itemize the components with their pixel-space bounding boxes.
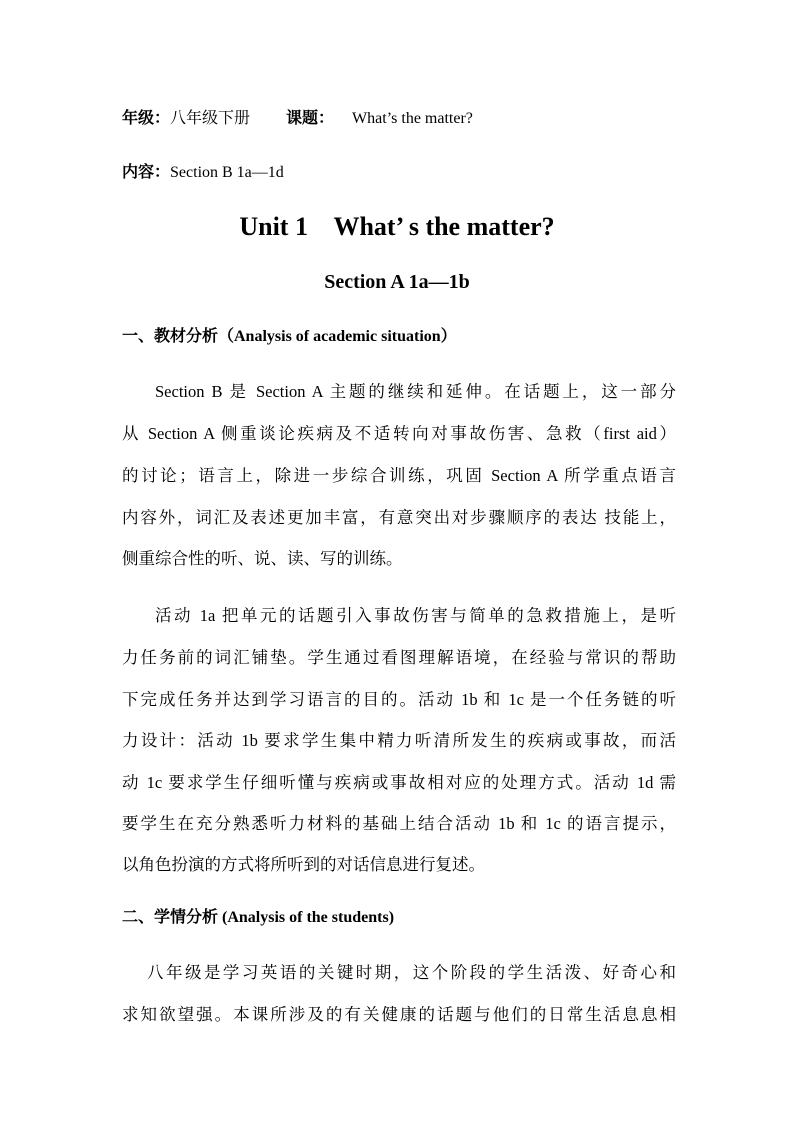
content-label: 内容： <box>122 164 171 181</box>
paragraph-line: 力任务前的词汇铺垫。学生通过看图理解语境，在经验与常识的帮助 <box>122 648 676 667</box>
content-value: Section B 1a—1d <box>170 164 284 181</box>
section-heading-students: 二、学情分析 (Analysis of the students) <box>122 909 395 926</box>
paragraph-line: 以角色扮演的方式将所听到的对话信息进行复述。 <box>122 855 485 874</box>
meta-row-grade-topic <box>122 109 473 129</box>
meta-row-content <box>122 163 284 183</box>
section-heading-academic: 一、教材分析（Analysis of academic situation） <box>122 328 457 345</box>
paragraph-line: Section B 是 Section A 主题的继续和延伸。在话题上，这一部分 <box>155 382 676 401</box>
unit-title: Unit 1 What’ s the matter? <box>239 212 555 241</box>
section-subtitle: Section A 1a—1b <box>324 271 470 293</box>
grade-value: 八年级下册 <box>170 110 251 127</box>
paragraph-line: 动 1c 要求学生仔细听懂与疾病或事故相对应的处理方式。活动 1d 需 <box>122 773 676 792</box>
paragraph-line: 从 Section A 侧重谈论疾病及不适转向对事故伤害、急救（first aid） <box>122 424 676 443</box>
paragraph-line: 的讨论；语言上，除进一步综合训练，巩固 Section A 所学重点语言 <box>122 466 676 485</box>
topic-label: 课题： <box>286 110 335 127</box>
paragraph-line: 活动 1a 把单元的话题引入事故伤害与简单的急救措施上，是听 <box>155 606 676 625</box>
paragraph-line: 力设计：活动 1b 要求学生集中精力听清所发生的疾病或事故，而活 <box>122 731 676 750</box>
paragraph-line: 求知欲望强。本课所涉及的有关健康的话题与他们的日常生活息息相 <box>122 1005 676 1024</box>
topic-value: What’s the matter? <box>352 110 473 127</box>
paragraph-line: 侧重综合性的听、说、读、写的训练。 <box>122 549 403 568</box>
grade-label: 年级： <box>122 110 171 127</box>
paragraph-line: 八年级是学习英语的关键时期，这个阶段的学生活泼、好奇心和 <box>147 963 676 982</box>
paragraph-line: 内容外，词汇及表述更加丰富，有意突出对步骤顺序的表达 技能上， <box>122 508 676 527</box>
paragraph-line: 要学生在充分熟悉听力材料的基础上结合活动 1b 和 1c 的语言提示， <box>122 814 676 833</box>
paragraph-line: 下完成任务并达到学习语言的目的。活动 1b 和 1c 是一个任务链的听 <box>122 690 676 709</box>
